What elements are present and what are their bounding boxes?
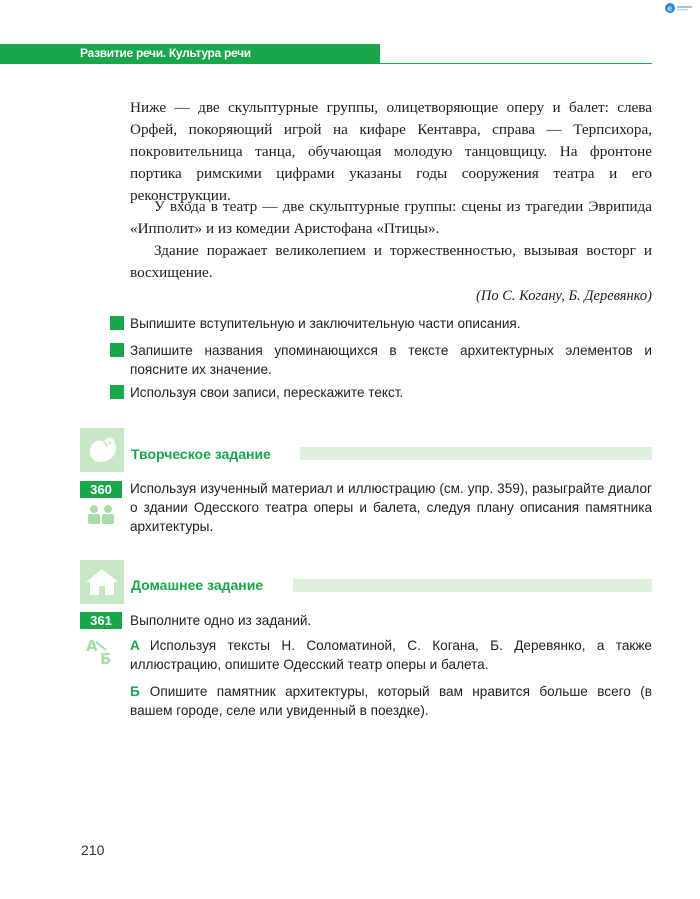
svg-text:Б: Б xyxy=(100,650,112,666)
task-bullet-icon xyxy=(110,385,124,399)
task-bullet-icon xyxy=(110,316,124,330)
text-paragraph-3: Здание поражает великолепием и торжественностью, вызывая восторг и восхищение. xyxy=(130,242,652,281)
exercise-number: 360 xyxy=(80,481,122,498)
exercise-number: 361 xyxy=(80,612,122,629)
section-header-title: Развитие речи. Культура речи xyxy=(80,46,251,60)
task-item: Запишите названия упоминающихся в тексте архитектурных элементов и поясните их значение. xyxy=(130,343,652,377)
header-divider xyxy=(380,63,652,64)
text-paragraph-2: У входа в театр — две скульптурные группы: сцены из трагедии Эврипида «Ипполит» и из комедии Аристофана «Птицы». xyxy=(130,198,652,237)
svg-text:А: А xyxy=(86,637,98,655)
exercise-360-text: Используя изученный материал и иллюстрацию (см. упр. 359), разыграйте диалог о здании Одесского театра оперы и балета, следуя плану описания памятника архитектуры. xyxy=(130,481,652,534)
variant-a xyxy=(130,636,652,674)
task-item: Выпишите вступительную и заключительную части описания. xyxy=(130,316,521,331)
creative-section-band xyxy=(300,447,652,460)
task-bullet-icon xyxy=(110,343,124,357)
variant-letter: Б xyxy=(130,684,140,699)
bird-icon xyxy=(80,428,124,472)
variant-text: Используя тексты Н. Соломатиной, С. Когана, Б. Деревянко, а также иллюстрацию, опишите Одесский театр оперы и балета. xyxy=(130,638,652,672)
letters-icon xyxy=(84,636,118,666)
page-number: 210 xyxy=(81,842,105,858)
pair-work-icon xyxy=(84,503,118,525)
publisher-logo-icon xyxy=(664,2,694,14)
task-item: Используя свои записи, перескажите текст. xyxy=(130,385,404,400)
house-icon xyxy=(80,560,124,604)
exercise-361-intro: Выполните одно из заданий. xyxy=(130,613,312,628)
homework-section-band xyxy=(293,579,652,592)
text-source: (По С. Когану, Б. Деревянко) xyxy=(476,288,652,304)
svg-text:e: e xyxy=(667,4,673,13)
creative-section-title: Творческое задание xyxy=(131,446,271,462)
variant-b xyxy=(130,682,652,720)
variant-text: Опишите памятник архитектуры, который вам нравится больше всего (в вашем городе, селе или увиденный в поездке). xyxy=(130,684,652,718)
variant-letter: А xyxy=(130,638,140,653)
text-paragraph-1: Ниже — две скульптурные группы, олицетворяющие оперу и балет: слева Орфей, покоряющий игрой на кифаре Кентавра, справа — Терпсихора, покровительница танца, обучающая молодую танцовщицу. На фронтоне портика римскими цифрами указаны годы сооружения театра и его реконструкции. xyxy=(130,99,652,204)
homework-section-title: Домашнее задание xyxy=(131,577,264,593)
